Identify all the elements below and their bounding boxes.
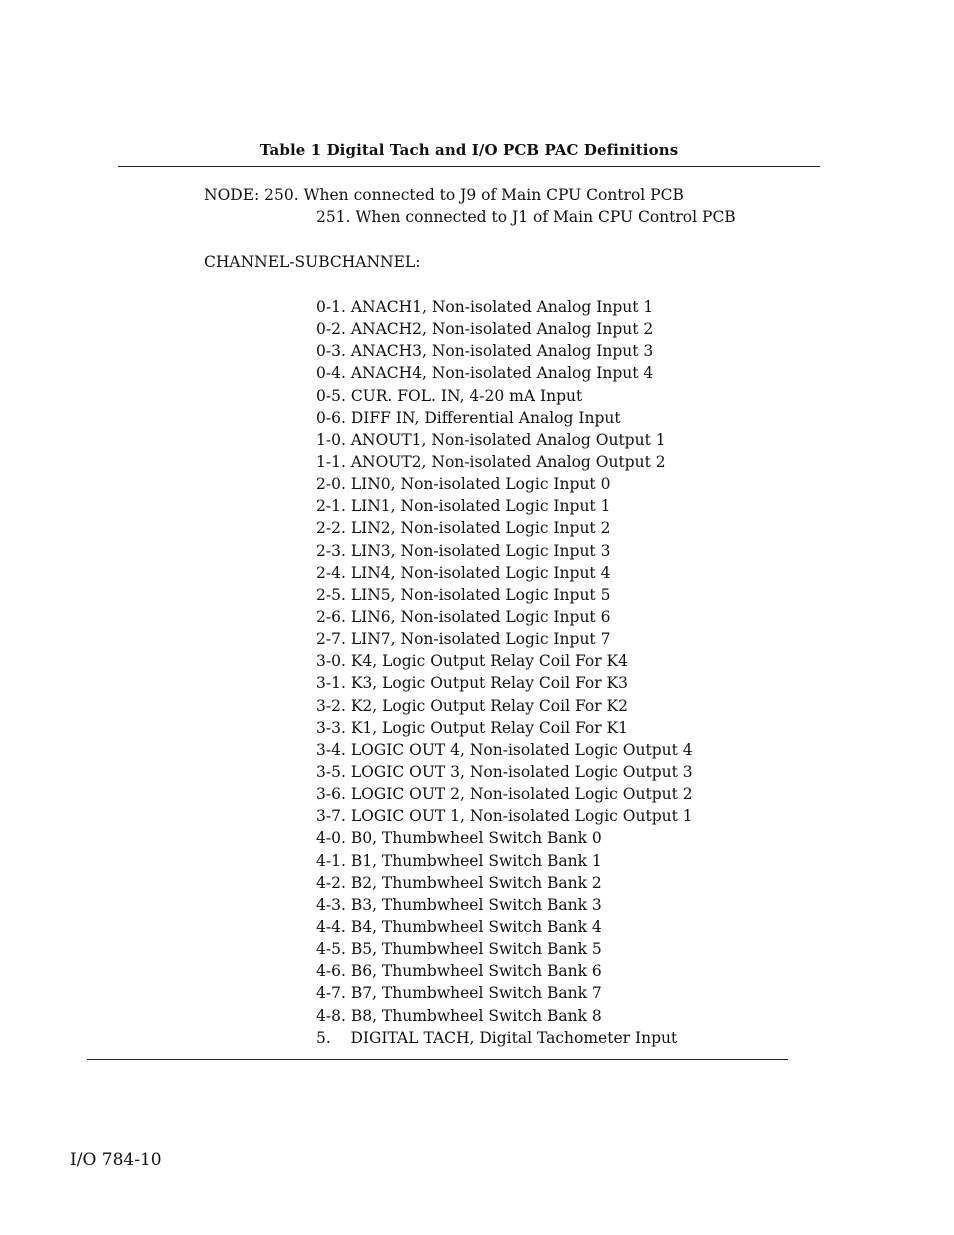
channel-list-item: 0-1. ANACH1, Non-isolated Analog Input 1	[316, 298, 654, 316]
channel-list	[316, 296, 693, 1049]
channel-list-item: 3-3. K1, Logic Output Relay Coil For K1	[316, 718, 628, 737]
page-footer: I/O 784-10	[70, 1150, 162, 1170]
channel-list-item: 2-6. LIN6, Non-isolated Logic Input 6	[316, 607, 611, 626]
channel-subchannel-label: CHANNEL-SUBCHANNEL:	[204, 253, 421, 271]
channel-list-item: 1-1. ANOUT2, Non-isolated Analog Output 2	[316, 452, 666, 471]
channel-list-item: 5. DIGITAL TACH, Digital Tachometer Input	[316, 1028, 678, 1047]
channel-list-item: 3-6. LOGIC OUT 2, Non-isolated Logic Output 2	[316, 785, 693, 804]
channel-list-item: 0-6. DIFF IN, Differential Analog Input	[316, 408, 621, 427]
channel-list-item: 0-3. ANACH3, Non-isolated Analog Input 3	[316, 342, 654, 361]
channel-list-item: 2-7. LIN7, Non-isolated Logic Input 7	[316, 630, 611, 649]
channel-list-item: 4-8. B8, Thumbwheel Switch Bank 8	[316, 1006, 602, 1025]
node-line-250: NODE: 250. When connected to J9 of Main CPU Control PCB	[204, 186, 684, 204]
channel-list-item: 3-4. LOGIC OUT 4, Non-isolated Logic Output 4	[316, 740, 693, 759]
table-title: Table 1 Digital Tach and I/O PCB PAC Definitions	[259, 141, 679, 159]
channel-list-item: 4-6. B6, Thumbwheel Switch Bank 6	[316, 962, 602, 981]
channel-list-item: 0-2. ANACH2, Non-isolated Analog Input 2	[316, 320, 654, 339]
channel-list-item: 3-0. K4, Logic Output Relay Coil For K4	[316, 652, 628, 671]
channel-list-item: 4-2. B2, Thumbwheel Switch Bank 2	[316, 873, 602, 892]
channel-list-item: 3-2. K2, Logic Output Relay Coil For K2	[316, 696, 628, 715]
channel-list-item: 2-5. LIN5, Non-isolated Logic Input 5	[316, 585, 611, 604]
channel-list-item: 0-4. ANACH4, Non-isolated Analog Input 4	[316, 364, 654, 383]
channel-list-item: 2-1. LIN1, Non-isolated Logic Input 1	[316, 497, 611, 516]
channel-list-item: 4-0. B0, Thumbwheel Switch Bank 0	[316, 829, 602, 848]
table-bottom-rule	[87, 1059, 788, 1060]
channel-list-item: 4-7. B7, Thumbwheel Switch Bank 7	[316, 984, 602, 1003]
table-top-rule	[118, 166, 820, 167]
channel-list-item: 2-0. LIN0, Non-isolated Logic Input 0	[316, 475, 611, 494]
channel-list-item: 4-1. B1, Thumbwheel Switch Bank 1	[316, 851, 602, 870]
channel-list-item: 3-7. LOGIC OUT 1, Non-isolated Logic Output 1	[316, 807, 693, 826]
channel-list-item: 4-5. B5, Thumbwheel Switch Bank 5	[316, 940, 602, 959]
channel-list-item: 0-5. CUR. FOL. IN, 4-20 mA Input	[316, 386, 583, 405]
node-line-251: 251. When connected to J1 of Main CPU Control PCB	[316, 208, 736, 226]
channel-list-item: 3-5. LOGIC OUT 3, Non-isolated Logic Output 3	[316, 762, 693, 781]
channel-list-item: 4-3. B3, Thumbwheel Switch Bank 3	[316, 895, 602, 914]
channel-list-item: 2-3. LIN3, Non-isolated Logic Input 3	[316, 541, 611, 560]
channel-list-item: 2-2. LIN2, Non-isolated Logic Input 2	[316, 519, 611, 538]
channel-list-item: 3-1. K3, Logic Output Relay Coil For K3	[316, 674, 628, 693]
channel-list-item: 4-4. B4, Thumbwheel Switch Bank 4	[316, 917, 602, 936]
channel-list-item: 1-0. ANOUT1, Non-isolated Analog Output 1	[316, 430, 666, 449]
channel-list-item: 2-4. LIN4, Non-isolated Logic Input 4	[316, 563, 611, 582]
